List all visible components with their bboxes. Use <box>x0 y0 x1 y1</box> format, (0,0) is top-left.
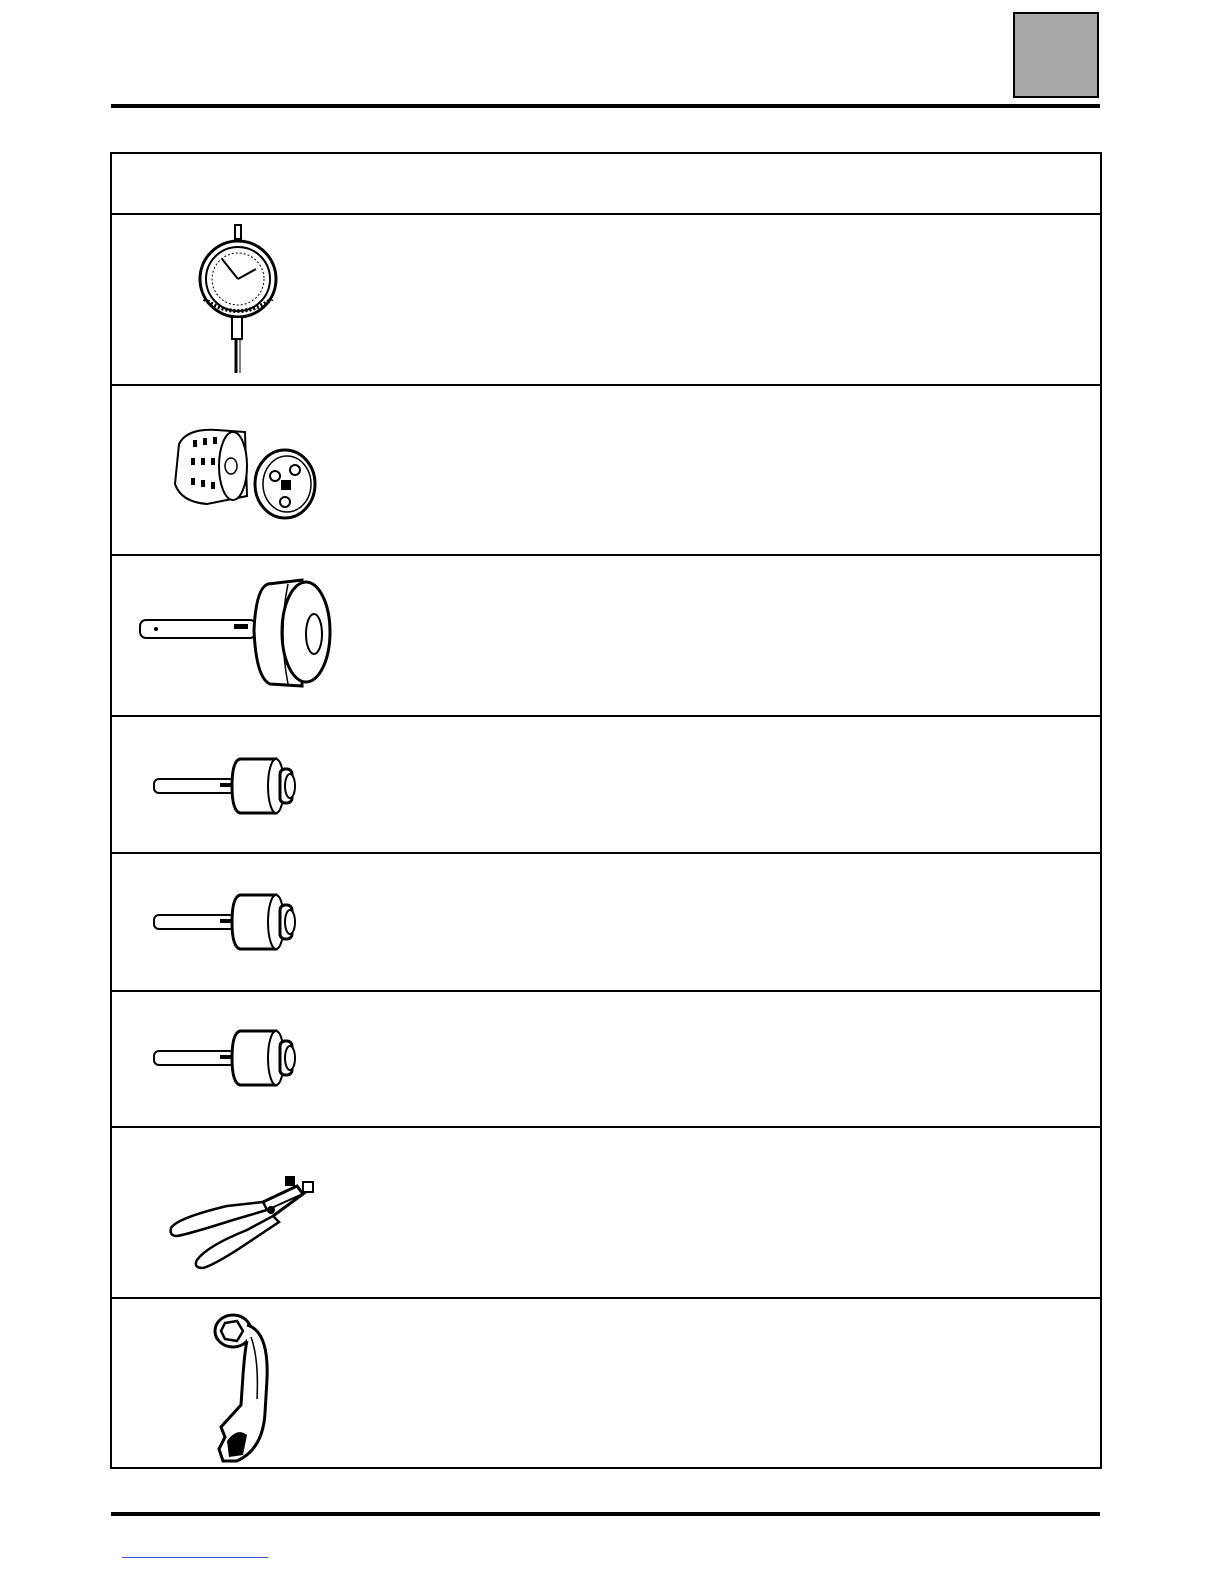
drift-punch-icon <box>152 891 302 953</box>
table-row <box>112 1299 1100 1469</box>
table-row <box>112 992 1100 1128</box>
footer-link-underline[interactable] <box>122 1557 268 1558</box>
table-row <box>112 854 1100 992</box>
large-drift-punch-icon <box>138 574 334 690</box>
table-row <box>112 1128 1100 1299</box>
table-header-row <box>112 154 1100 215</box>
header-rule <box>111 104 1100 108</box>
drift-punch-icon <box>152 1027 302 1089</box>
section-tab-marker <box>1013 12 1099 98</box>
offset-socket-wrench-icon <box>207 1309 287 1465</box>
special-tools-table <box>110 152 1102 1469</box>
cylinder-and-disc-tool-icon <box>167 424 317 524</box>
drift-punch-icon <box>152 755 302 817</box>
table-row <box>112 386 1100 556</box>
hose-clamp-pliers-icon <box>167 1172 317 1272</box>
table-row <box>112 215 1100 386</box>
table-row <box>112 717 1100 854</box>
table-row <box>112 556 1100 717</box>
dial-indicator-icon <box>192 223 292 375</box>
footer-rule <box>111 1512 1100 1516</box>
